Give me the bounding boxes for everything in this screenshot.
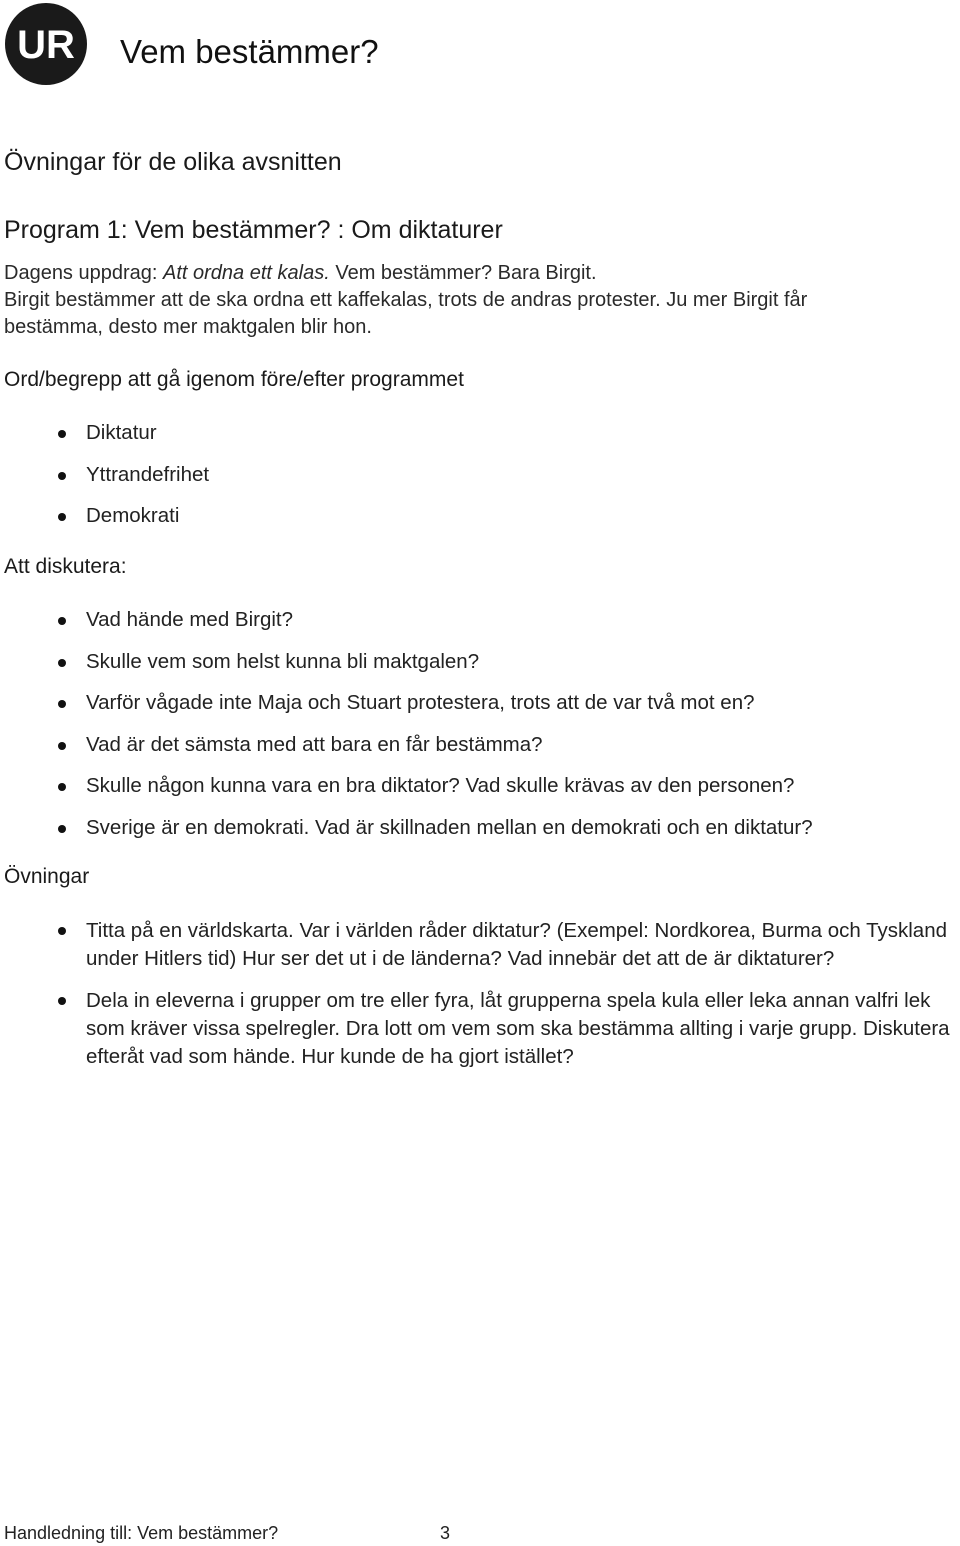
list-item: Dela in eleverna i grupper om tre eller fyra, låt grupperna spela kula eller leka annan valfri lek som kräver vissa spelregler. Dra lott om vem som ska bestämma allting i varje grupp. Diskutera efteråt vad som hände. Hur kunde de ha gjort istället? [0,987,960,1071]
list-item: Demokrati [0,503,960,545]
concepts-list [0,420,960,545]
concepts-heading: Ord/begrepp att gå igenom före/efter programmet [4,368,464,391]
intro-line-1: Dagens uppdrag: Att ordna ett kalas. Vem bestämmer? Bara Birgit. [4,262,597,284]
footer-text: Handledning till: Vem bestämmer? [4,1523,279,1543]
discuss-heading: Att diskutera: [4,555,127,578]
list-item: Sverige är en demokrati. Vad är skillnaden mellan en demokrati och en diktatur? [0,815,960,857]
list-item: Vad är det sämsta med att bara en får bestämma? [0,732,960,774]
list-item: Titta på en världskarta. Var i världen råder diktatur? (Exempel: Nordkorea, Burma och Tyskland under Hitlers tid) Hur ser det ut i de länderna? Vad innebär det att de är diktaturer? [0,917,960,973]
intro-line-3: bestämma, desto mer maktgalen blir hon. [4,316,372,338]
section-title: Övningar för de olika avsnitten [4,148,342,176]
document-title: Vem bestämmer? [120,33,379,70]
discuss-list [0,607,960,856]
ur-logo [4,2,88,86]
list-item: Skulle vem som helst kunna bli maktgalen? [0,649,960,691]
intro-line-2: Birgit bestämmer att de ska ordna ett kaffekalas, trots de andras protester. Ju mer Birgit får [4,289,808,311]
list-item: Skulle någon kunna vara en bra diktator? Vad skulle krävas av den personen? [0,773,960,815]
list-item: Diktatur [0,420,960,462]
list-item: Vad hände med Birgit? [0,607,960,649]
exercises-heading: Övningar [4,865,90,888]
list-item: Varför vågade inte Maja och Stuart protestera, trots att de var två mot en? [0,690,960,732]
program-title: Program 1: Vem bestämmer? : Om diktaturer [4,216,503,244]
list-item: Yttrandefrihet [0,462,960,504]
page-number: 3 [440,1523,451,1543]
logo-text: UR [17,23,75,67]
exercises-list [0,917,960,1085]
